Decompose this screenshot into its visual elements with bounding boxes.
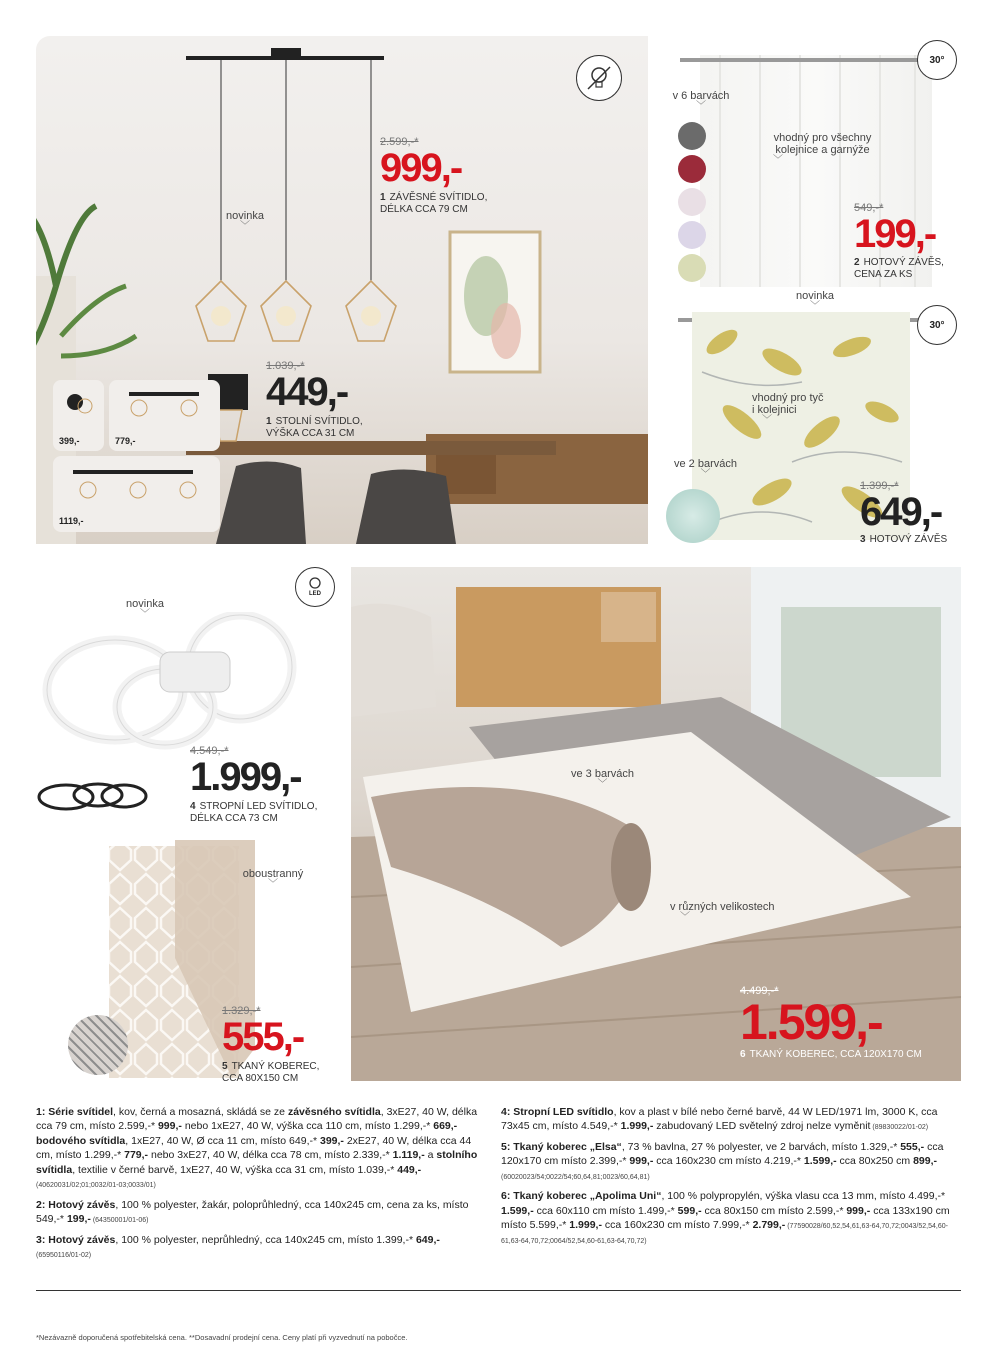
curtain2-fit-note: vhodný pro tyč i kolejnici ﹀ — [752, 392, 852, 426]
rug1-alt-swatch[interactable] — [68, 1015, 128, 1075]
info-p4: 4: Stropní LED svítidlo, kov a plast v bílé nebo černé barvě, 44 W LED/1971 lm, 3000 K, cca 73x45 cm, místo 4.549,-* 1.999,- zabudovaný LED světelný zdroj nelze vyměnit (89830022/01-02) — [501, 1106, 938, 1133]
table-lamp-price: 449,- — [266, 370, 348, 414]
chevron-down-icon: ﹀ — [240, 221, 250, 232]
thumb-spot-1 — [53, 380, 104, 451]
rug1-desc: 5 TKANÝ KOBEREC, CCA 80X150 CM — [222, 1061, 320, 1084]
curtain2-desc: 3 HOTOVÝ ZÁVĚS — [860, 534, 948, 545]
rug1-price: 555,- — [222, 1015, 304, 1059]
swatch-red[interactable] — [678, 155, 706, 183]
curtain1-price: 199,- — [854, 212, 936, 256]
no-bulb-icon — [576, 55, 622, 101]
ceiling-price: 1.999,- — [190, 755, 301, 799]
lamp-new-badge: novinka ﹀ — [215, 210, 275, 232]
chevron-down-icon: ﹀ — [810, 301, 820, 312]
curtain2-colors-note: ve 2 barvách ﹀ — [668, 458, 743, 480]
rug1-note: oboustranný ﹀ — [225, 868, 321, 890]
chevron-down-icon: ﹀ — [597, 779, 608, 790]
curtain1-colors-note: v 6 barvách ﹀ — [666, 90, 736, 112]
table-lamp-price-block — [266, 360, 363, 440]
swatch-olive[interactable] — [678, 254, 706, 282]
rug2-price-block — [740, 985, 922, 1061]
thumb-spot-3 — [53, 456, 220, 532]
ceiling-desc: 4 STROPNÍ LED SVÍTIDLO, DÉLKA CCA 73 CM — [190, 801, 318, 824]
curtain1-old-price: 549,-* — [854, 202, 884, 214]
wash-30-icon-2: 30° — [917, 305, 957, 345]
chevron-down-icon: ﹀ — [140, 609, 150, 620]
wash-30-icon: 30° — [917, 40, 957, 80]
rug2-old-price: 4.499,-* — [740, 985, 779, 997]
curtain2-alt-swatch[interactable] — [666, 489, 720, 543]
info-p3: 3: Hotový závěs, 100 % polyester, neprůhledný, cca 140x245 cm, místo 1.399,-* 649,- (65950116/01-02) — [36, 1233, 440, 1260]
ceiling-old-price: 4.549,-* — [190, 745, 229, 757]
thumb-price-3: 1119,- — [59, 516, 84, 526]
curtain2-price: 649,- — [860, 490, 942, 534]
ceiling-price-block — [190, 745, 317, 825]
thumb-price-2: 779,- — [115, 436, 136, 446]
curtain2-price-block — [860, 480, 947, 546]
curtain2-old-price: 1.399,-* — [860, 480, 899, 492]
info-left — [36, 1105, 486, 1268]
chevron-down-icon: ﹀ — [773, 155, 783, 166]
info-p5: 5: Tkaný koberec „Elsa“, 73 % bavlna, 27 % polyester, ve 2 barvách, místo 1.329,-* 555,- cca 120x170 cm místo 2.399,-* 999,- cca 160x230 cm místo 4.219,-* 1.599,- cca 80x250 cm 899,- (60020023/54;0022/54;60,64,81;0023/60,64,81) — [501, 1140, 944, 1181]
ceiling-new-badge: novinka ﹀ — [115, 598, 175, 620]
swatch-pink[interactable] — [678, 188, 706, 216]
footer-note: *Nezávazně doporučená spotřebitelská cena. **Dosavadní prodejní cena. Ceny platí při vyzvednutí na pobočce. — [36, 1333, 408, 1342]
chevron-down-icon: ﹀ — [268, 879, 278, 890]
info-p1: 1: Série svítidel, kov, černá a mosazná, skládá se ze závěsného svítidla, 3xE27, 40 W, délka cca 79 cm, místo 2.599,-* 999,- nebo 1xE27, 40 W, výška cca 110 cm, místo 1.299,-* 669,- bodového svítidla, 1xE27, 40 W, Ø cca 11 cm, místo 649,-* 399,- 2xE27, 40 W, délka cca 44 cm, místo 1.299,-* 779,- nebo 3xE27, 40 W, délka cca 78 cm, místo 2.339,-* 1.119,- a stolního svítidla, textilie v černé barvě, 1xE27, 40 W, výška cca 31 cm, místo 1.039,-* 449,- (40620031/02;01;0032/01-03;0033/01) — [36, 1106, 478, 1190]
info-p2: 2: Hotový závěs, 100 % polyester, žakár, poloprůhledný, cca 140x245 cm, cena za ks, místo 549,-* 199,- (64350001/01-06) — [36, 1198, 469, 1226]
divider — [36, 1290, 961, 1291]
rug2-size-note: v různých velikostech ﹀ — [670, 901, 800, 923]
curtain1-desc: 2 HOTOVÝ ZÁVĚS, CENA ZA KS — [854, 257, 944, 280]
chevron-down-icon: ﹀ — [696, 101, 706, 112]
ceiling-light-black-variant — [36, 778, 151, 813]
info-p6: 6: Tkaný koberec „Apolima Uni“, 100 % polypropylén, výška vlasu cca 13 mm, místo 4.499,-* 1.599,- cca 60x110 cm místo 1.499,-* 599,- cca 80x150 cm místo 2.599,-* 999,- cca 133x190 cm místo 5.599,-* 1.999,- cca 160x230 cm místo 7.999,-* 2.799,- (77590028/60,52,54,61,63-64,70,72;0043/52,54,60-61,63-64,70,72;0064/52,54,60-61,63-64,70,72) — [501, 1190, 950, 1245]
chevron-down-icon: ﹀ — [762, 415, 772, 426]
pendant-old-price: 2.599,-* — [380, 136, 419, 148]
rug2-colors-note: ve 3 barvách ﹀ — [555, 768, 650, 790]
rug2-desc: 6 TKANÝ KOBEREC, CCA 120X170 CM — [740, 1049, 922, 1060]
pendant-price: 999,- — [380, 146, 462, 190]
curtain1-fit-note: vhodný pro všechny kolejnice a garnýže ﹀ — [755, 132, 890, 166]
chevron-down-icon: ﹀ — [700, 469, 711, 480]
rug1-old-price: 1.329,-* — [222, 1005, 261, 1017]
info-right — [501, 1105, 963, 1253]
table-lamp-desc: 1 STOLNÍ SVÍTIDLO, VÝŠKA CCA 31 CM — [266, 416, 363, 439]
chevron-down-icon: ﹀ — [680, 912, 690, 923]
swatch-grey[interactable] — [678, 122, 706, 150]
curtain1-price-block — [854, 202, 944, 281]
swatch-lilac[interactable] — [678, 221, 706, 249]
curtain2-new-badge: novinka ﹀ — [790, 290, 840, 312]
rug1-price-block — [222, 1005, 319, 1085]
pendant-price-block — [380, 136, 487, 216]
rug2-price: 1.599,- — [740, 994, 882, 1050]
pendant-desc: 1 ZÁVĚSNÉ SVÍTIDLO, DÉLKA CCA 79 CM — [380, 192, 488, 215]
thumb-spot-2 — [109, 380, 220, 451]
thumb-price-1: 399,- — [59, 436, 80, 446]
led-icon: LED — [295, 567, 335, 607]
table-lamp-old-price: 1.039,-* — [266, 360, 305, 372]
curtain1-rod — [680, 58, 940, 62]
